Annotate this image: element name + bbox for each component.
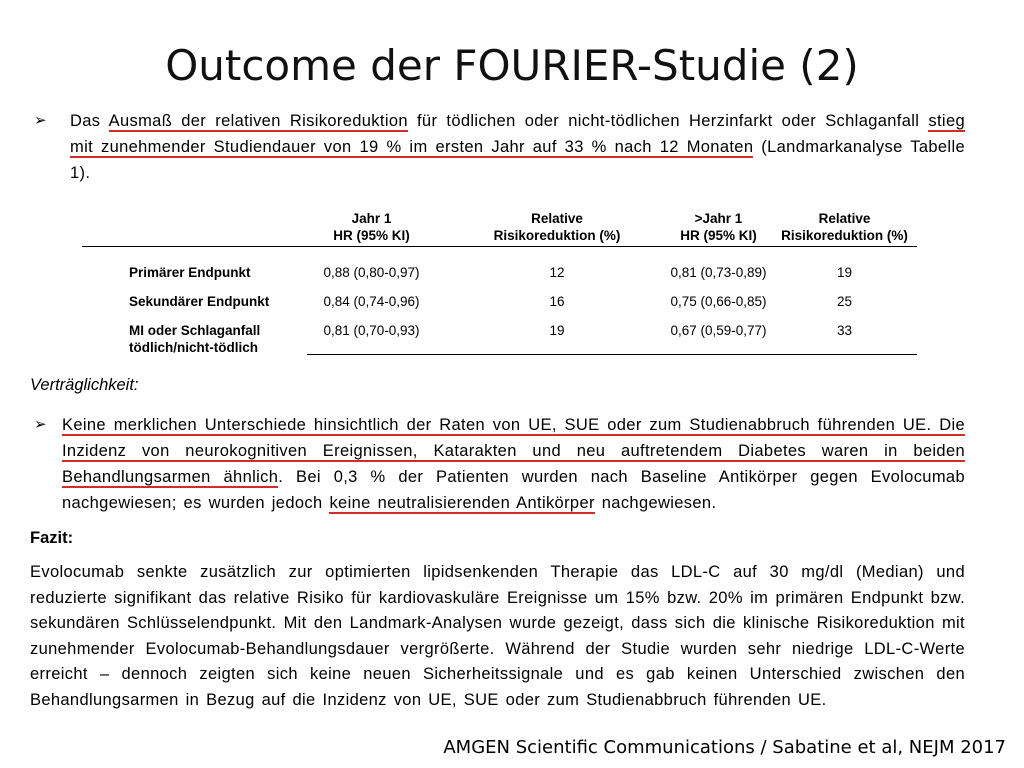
row-label: MI oder Schlaganfall tödlich/nicht-tödlich (129, 323, 261, 355)
table-cell: 0,81 (0,73-0,89) (670, 265, 767, 280)
table-row (82, 258, 917, 287)
table-bottom-rule (307, 354, 917, 355)
underlined-phrase: Keine merklichen Unterschiede hinsichtlich der Raten von UE, SUE oder zum Studienabbruch führenden UE. Die Inzidenz von neurokognitiven Ereignissen, Katarakten und neu auftretendem Diabetes waren in beiden Behandlungsarmen ähnlich (62, 416, 965, 486)
table-cell: 33 (836, 323, 853, 338)
table-cell: 0,88 (0,80-0,97) (323, 265, 420, 280)
table-cell: 16 (549, 294, 565, 309)
table-cell: 12 (549, 265, 565, 280)
slide-title: Outcome der FOURIER-Studie (2) (165, 41, 859, 90)
row-label: Primärer Endpunkt (129, 265, 251, 280)
source-citation: AMGEN Scientific Communications / Sabatine et al, NEJM 2017 (443, 737, 1006, 758)
table-cell: 19 (836, 265, 853, 280)
bullet-arrow-icon: ➢ (34, 112, 47, 129)
table-header-row (82, 208, 917, 247)
table-cell: 25 (836, 294, 853, 309)
row-label: Sekundärer Endpunkt (129, 294, 270, 309)
column-header: Relative Risikoreduktion (%) (781, 211, 908, 243)
table-cell: 0,75 (0,66-0,85) (670, 294, 767, 309)
table-row (82, 316, 917, 355)
table-cell: 0,81 (0,70-0,93) (323, 323, 420, 338)
column-header: Jahr 1 HR (95% KI) (333, 211, 410, 243)
intro-paragraph: Das Ausmaß der relativen Risikoreduktion für tödlichen oder nicht-tödlichen Herzinfarkt oder Schlaganfall stieg mit zunehmender Studiendauer von 19 % im ersten Jahr auf 33 % nach 12 Monaten (Landmarkanalyse Tabelle 1). (70, 112, 965, 182)
table-row (82, 287, 917, 316)
landmark-table (82, 208, 917, 355)
bullet-arrow-icon: ➢ (34, 416, 47, 433)
column-header: Relative Risikoreduktion (%) (493, 211, 621, 243)
underlined-phrase: Ausmaß der relativen Risikoreduktion (108, 112, 408, 130)
underlined-phrase: keine neutralisierenden Antikörper (329, 494, 595, 512)
table-cell: 0,67 (0,59-0,77) (670, 323, 767, 338)
fazit-paragraph: Evolocumab senkte zusätzlich zur optimierten lipidsenkenden Therapie das LDL-C auf 30 mg/dl (Median) und reduzierte signifikant das relative Risiko für kardiovaskuläre Ereignisse um 15% bzw. 20% im primären Endpunkt bzw. sekundären Schlüsselendpunkt. Mit den Landmark-Analysen wurde gezeigt, dass sich die klinische Risikoreduktion mit zunehmender Evolocumab-Behandlungsdauer vergrößerte. Während der Studie wurden sehr niedrige LDL-C-Werte erreicht – dennoch zeigten sich keine neuen Sicherheitssignale und es gab keinen Unterschied zwischen den Behandlungsarmen in Bezug auf die Inzidenz von UE, SUE oder zum Studienabbruch führenden UE. (30, 563, 965, 709)
section-heading-fazit: Fazit: (30, 529, 74, 547)
tolerability-paragraph: Keine merklichen Unterschiede hinsichtlich der Raten von UE, SUE oder zum Studienabbruch führenden UE. Die Inzidenz von neurokognitiven Ereignissen, Katarakten und neu auftretendem Diabetes waren in beiden Behandlungsarmen ähnlich. Bei 0,3 % der Patienten wurden nach Baseline Antikörper gegen Evolocumab nachgewiesen; es wurden jedoch keine neutralisierenden Antikörper nachgewiesen. (62, 416, 965, 512)
underlined-phrase: stieg mit zunehmender Studiendauer von 19 % im ersten Jahr auf 33 % nach 12 Monaten (70, 112, 965, 156)
table-cell: 0,84 (0,74-0,96) (323, 294, 420, 309)
table-cell: 19 (549, 323, 565, 338)
section-heading-vertraeglichkeit: Verträglichkeit: (30, 376, 139, 394)
column-header: >Jahr 1 HR (95% KI) (680, 211, 757, 243)
